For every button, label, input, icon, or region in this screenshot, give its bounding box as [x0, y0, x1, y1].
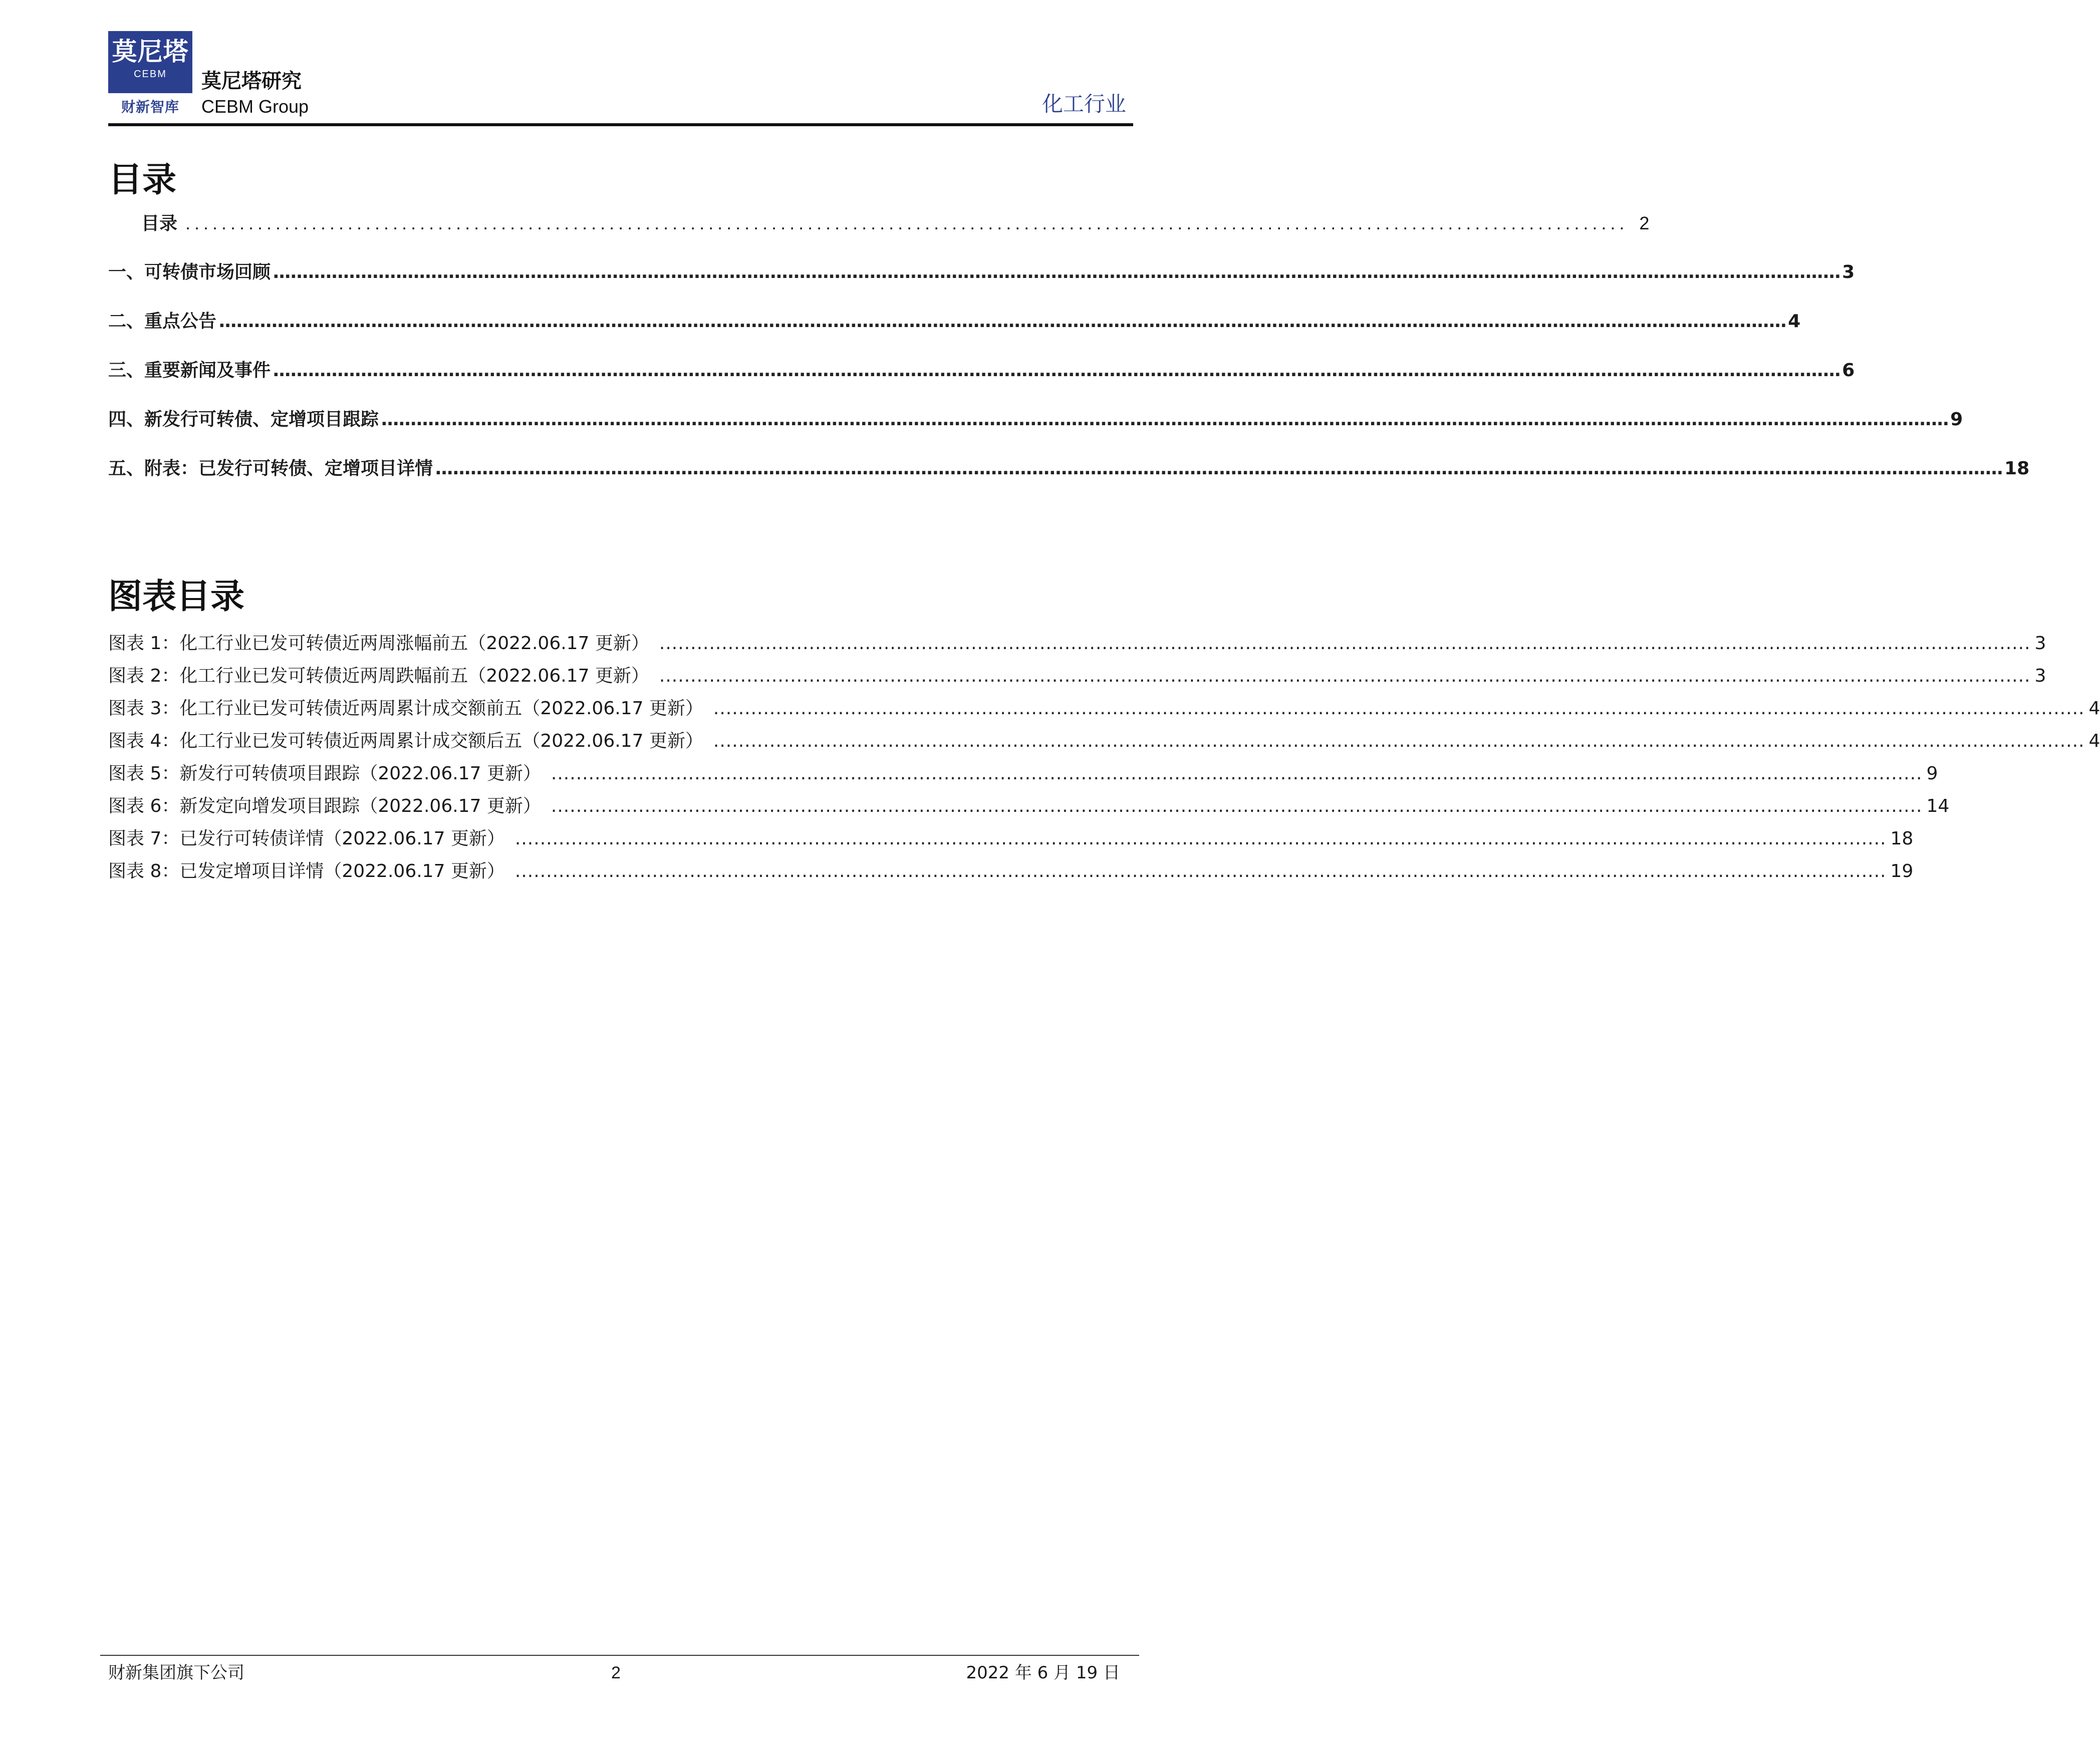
figure-entry-label: 图表 2：化工行业已发可转债近两周跌幅前五（2022.06.17 更新） — [108, 666, 649, 686]
figure-entry-1[interactable] — [108, 632, 2046, 655]
toc-title: 目录 — [108, 160, 177, 200]
figure-entry-page: 3 — [2034, 666, 2046, 686]
footer-divider — [100, 1655, 1139, 1656]
figure-entry-page: 9 — [1926, 763, 1938, 784]
toc-entry-section-1[interactable] — [108, 260, 1855, 284]
dot-leader: ............................................................................................................................................................................................................................ — [659, 666, 2031, 686]
figure-entry-7[interactable] — [108, 827, 1914, 850]
toc-entry-label: 四、新发行可转债、定增项目跟踪 — [108, 409, 379, 430]
dot-leader: ............................................................................................................................................................................................................................ — [551, 763, 1923, 784]
dot-leader: ................................................................................................................................................................ — [185, 213, 1629, 233]
dot-leader: ............................................................................................................................................................................................................................................................................ — [273, 262, 1841, 282]
figure-entry-2[interactable] — [108, 665, 2046, 688]
figure-entry-8[interactable] — [108, 860, 1914, 883]
figure-entry-page: 19 — [1890, 861, 1914, 882]
toc-entry-label: 五、附表：已发行可转债、定增项目详情 — [108, 458, 433, 479]
dot-leader: ............................................................................................................................................................................................................................................................................ — [381, 409, 1949, 430]
toc-entry-section-3[interactable] — [108, 359, 1855, 383]
dot-leader: ............................................................................................................................................................................................................................................................................ — [273, 360, 1841, 381]
figure-entry-page: 4 — [2088, 731, 2100, 751]
toc-entry-page: 4 — [1788, 311, 1801, 332]
brand-name-cn: 莫尼塔研究 — [201, 70, 302, 93]
industry-label: 化工行业 — [1041, 92, 1126, 116]
figure-entry-5[interactable] — [108, 762, 1938, 785]
figure-entry-label: 图表 3：化工行业已发可转债近两周累计成交额前五（2022.06.17 更新） — [108, 698, 703, 719]
logo-band-text: 财新智库 — [121, 99, 179, 115]
dot-leader: ............................................................................................................................................................................................................................ — [659, 633, 2031, 654]
figure-entry-page: 14 — [1926, 796, 1950, 816]
toc-entry-section-4[interactable] — [108, 408, 1963, 432]
toc-entry-page: 9 — [1950, 409, 1963, 430]
toc-entry-contents[interactable] — [141, 211, 1650, 236]
logo-main-text: 莫尼塔 — [112, 37, 189, 66]
figure-entry-label: 图表 4：化工行业已发可转债近两周累计成交额后五（2022.06.17 更新） — [108, 731, 703, 751]
dot-leader: ............................................................................................................................................................................................................................ — [713, 698, 2085, 719]
figure-entry-page: 3 — [2034, 633, 2046, 654]
figure-entry-label: 图表 7：已发行可转债详情（2022.06.17 更新） — [108, 828, 505, 849]
toc-entry-label: 目录 — [141, 213, 178, 234]
logo-band — [108, 93, 192, 119]
figure-entry-page: 18 — [1890, 828, 1914, 849]
dot-leader: ............................................................................................................................................................................................................................ — [551, 796, 1923, 816]
figure-entry-6[interactable] — [108, 795, 1950, 818]
figure-entry-label: 图表 8：已发定增项目详情（2022.06.17 更新） — [108, 861, 505, 882]
figure-entry-label: 图表 1：化工行业已发可转债近两周涨幅前五（2022.06.17 更新） — [108, 633, 649, 654]
toc-entry-page: 2 — [1639, 213, 1650, 233]
dot-leader: ............................................................................................................................................................................................................................ — [514, 828, 1887, 849]
toc-entry-label: 一、可转债市场回顾 — [108, 262, 271, 282]
toc-entry-section-5[interactable] — [108, 457, 2030, 481]
dot-leader: ............................................................................................................................................................................................................................................................................ — [218, 311, 1786, 332]
toc-entry-section-2[interactable] — [108, 310, 1801, 334]
brand-name-en: CEBM Group — [201, 96, 309, 117]
toc-entry-page: 6 — [1842, 360, 1855, 381]
toc-entry-label: 三、重要新闻及事件 — [108, 360, 271, 381]
figure-entry-label: 图表 5：新发行可转债项目跟踪（2022.06.17 更新） — [108, 763, 541, 784]
toc-entry-label: 二、重点公告 — [108, 311, 217, 332]
dot-leader: ............................................................................................................................................................................................................................ — [514, 861, 1887, 882]
header-divider — [108, 123, 1133, 126]
footer-page-number: 2 — [611, 1663, 621, 1682]
cebm-logo — [108, 31, 192, 119]
footer-company: 财新集团旗下公司 — [108, 1663, 244, 1683]
figure-entry-label: 图表 6：新发定向增发项目跟踪（2022.06.17 更新） — [108, 796, 541, 816]
dot-leader: ............................................................................................................................................................................................................................................................................ — [435, 458, 2003, 479]
footer-date: 2022 年 6 月 19 日 — [966, 1663, 1120, 1683]
figures-title: 图表目录 — [108, 577, 245, 617]
figure-entry-3[interactable] — [108, 697, 2100, 720]
figure-entry-4[interactable] — [108, 730, 2100, 753]
toc-entry-page: 18 — [2004, 458, 2030, 479]
figure-entry-page: 4 — [2088, 698, 2100, 719]
logo-sub-text: CEBM — [134, 69, 167, 80]
toc-entry-page: 3 — [1842, 262, 1855, 282]
dot-leader: ............................................................................................................................................................................................................................ — [713, 731, 2085, 751]
